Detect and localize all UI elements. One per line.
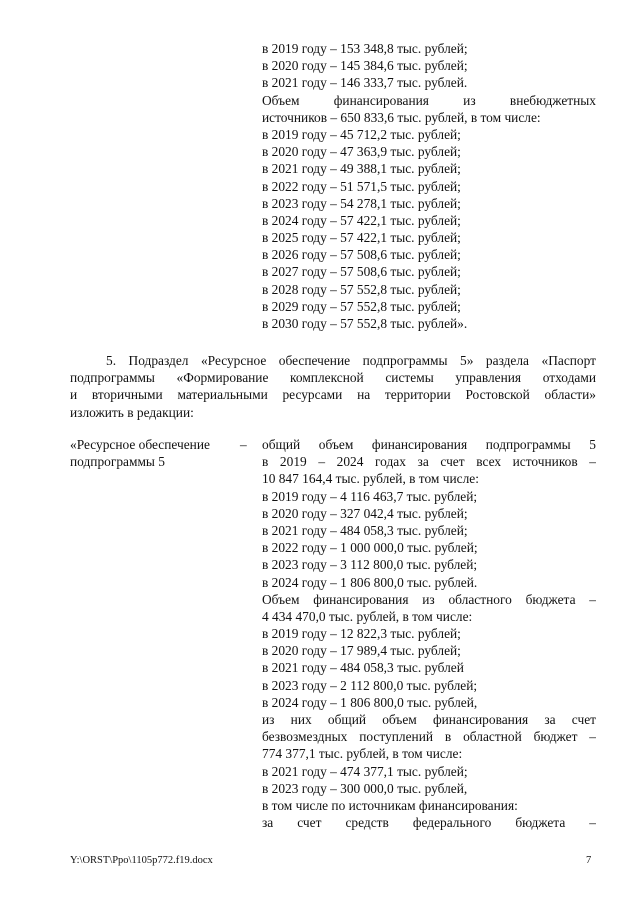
page-number: 7 — [586, 855, 592, 866]
passport-row-label — [70, 436, 258, 470]
text-line: в 2020 году – 145 384,6 тыс. рублей; — [262, 58, 468, 74]
text-line: 10 847 164,4 тыс. рублей, в том числе: — [262, 471, 479, 487]
text-line: в 2024 году – 1 806 800,0 тыс. рублей, — [262, 694, 478, 710]
text-line: в 2023 году – 54 278,1 тыс. рублей; — [262, 195, 461, 211]
text-line: за счет средств федерального бюджета – — [262, 815, 596, 831]
text-line: в 2021 году – 484 058,3 тыс. рублей; — [262, 522, 468, 538]
text-line: в 2028 году – 57 552,8 тыс. рублей; — [262, 281, 461, 297]
text-line: в 2023 году – 300 000,0 тыс. рублей, — [262, 780, 468, 796]
paragraph-line: 5. Подраздел «Ресурсное обеспечение подпрограммы 5» раздела «Паспорт — [106, 353, 596, 368]
label-line: «Ресурсное обеспечение — [70, 437, 210, 452]
text-line: в 2022 году – 51 571,5 тыс. рублей; — [262, 178, 461, 194]
text-line: в 2024 году – 1 806 800,0 тыс. рублей. — [262, 574, 478, 590]
passport-row-content — [262, 436, 596, 831]
text-line: в 2029 году – 57 552,8 тыс. рублей; — [262, 298, 461, 314]
text-line: в 2024 году – 57 422,1 тыс. рублей; — [262, 212, 461, 228]
funding-continuation-block — [262, 40, 596, 332]
text-line: в 2021 году – 474 377,1 тыс. рублей; — [262, 763, 468, 779]
amendment-paragraph-5 — [70, 352, 596, 421]
text-line: в 2020 году – 17 989,4 тыс. рублей; — [262, 643, 461, 659]
paragraph-line: изложить в редакции: — [70, 404, 194, 420]
text-line: в 2023 году – 2 112 800,0 тыс. рублей; — [262, 677, 478, 693]
text-line: безвозмездных поступлений в областной бюджет – — [262, 729, 596, 745]
text-line: в 2020 году – 47 363,9 тыс. рублей; — [262, 144, 461, 160]
footer-file-path: Y:\ORST\Ppo\1105p772.f19.docx — [70, 855, 213, 866]
text-line: из них общий объем финансирования за счет — [262, 712, 596, 727]
text-line: в 2027 году – 57 508,6 тыс. рублей; — [262, 264, 461, 280]
text-line: в том числе по источникам финансирования: — [262, 797, 518, 813]
text-line: в 2020 году – 327 042,4 тыс. рублей; — [262, 505, 468, 521]
text-line: в 2026 году – 57 508,6 тыс. рублей; — [262, 247, 461, 263]
text-line: Объем финансирования из внебюджетных — [262, 92, 596, 108]
text-line: в 2019 году – 153 348,8 тыс. рублей; — [262, 41, 468, 56]
text-line: в 2021 году – 484 058,3 тыс. рублей — [262, 660, 464, 676]
label-line: подпрограммы 5 — [70, 454, 165, 470]
text-line: в 2019 году – 45 712,2 тыс. рублей; — [262, 126, 461, 142]
paragraph-line: и вторичными материальными ресурсами на территории Ростовской области» — [70, 387, 596, 403]
text-line: источников – 650 833,6 тыс. рублей, в том числе: — [262, 109, 541, 125]
row-separator-dash: – — [240, 437, 247, 452]
text-line: в 2030 году – 57 552,8 тыс. рублей». — [262, 316, 468, 331]
text-line: в 2019 году – 12 822,3 тыс. рублей; — [262, 626, 461, 642]
text-line: в 2019 году – 4 116 463,7 тыс. рублей; — [262, 488, 478, 504]
text-line: в 2025 году – 57 422,1 тыс. рублей; — [262, 230, 461, 246]
text-line: 4 434 470,0 тыс. рублей, в том числе: — [262, 608, 473, 624]
text-line: в 2022 году – 1 000 000,0 тыс. рублей; — [262, 540, 478, 556]
text-line: в 2021 году – 49 388,1 тыс. рублей; — [262, 161, 461, 177]
text-line: в 2021 году – 146 333,7 тыс. рублей. — [262, 75, 468, 91]
text-line: в 2019 – 2024 годах за счет всех источников – — [262, 454, 596, 470]
text-line: 774 377,1 тыс. рублей, в том числе: — [262, 746, 463, 762]
text-line: общий объем финансирования подпрограммы 5 — [262, 437, 596, 452]
text-line: в 2023 году – 3 112 800,0 тыс. рублей; — [262, 557, 478, 573]
paragraph-line: подпрограммы «Формирование комплексной системы управления отходами — [70, 370, 596, 386]
text-line: Объем финансирования из областного бюджета – — [262, 591, 596, 607]
